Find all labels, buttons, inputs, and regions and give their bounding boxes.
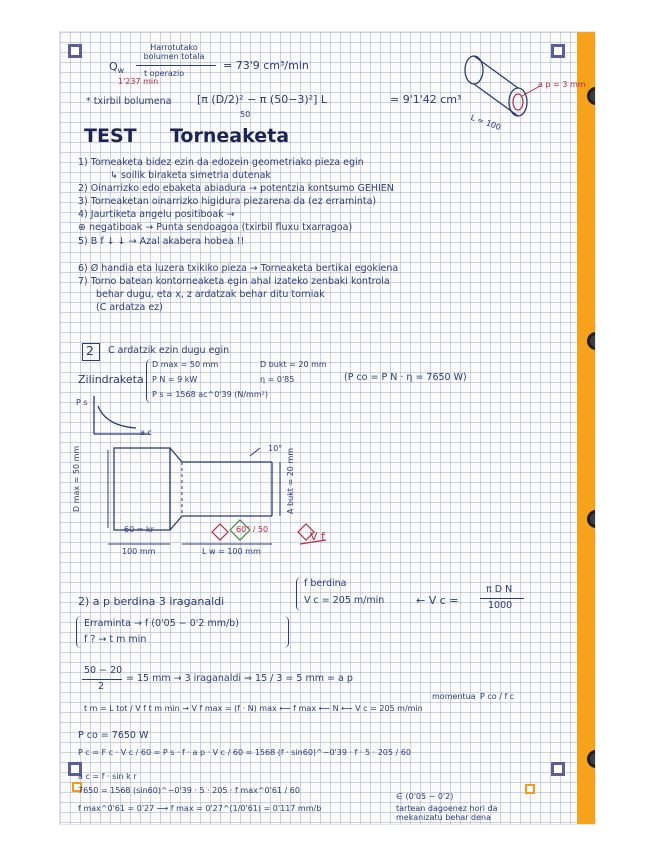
- list-item: ⊕ negatiboak → Punta sendoagoa (txirbil fluxu txarragoa): [78, 222, 353, 233]
- list-item: behar dugu, eta x, z ardatzak behar ditu torniak: [96, 289, 325, 300]
- orange-edge-band: [577, 32, 595, 824]
- section-heading: Torneaketa: [170, 125, 290, 147]
- pco-line: P co = 7650 W: [78, 730, 149, 741]
- qw-result: = 73'9 cm³/min: [223, 59, 309, 72]
- calc-fraction-bar: [82, 679, 122, 680]
- vc-numerator: π D N: [486, 584, 513, 595]
- graph-ylabel: P s: [76, 398, 88, 407]
- f-berdina: f berdina: [304, 578, 347, 589]
- ac-line: a c = f · sin k r: [78, 772, 137, 781]
- pc-formula-line: P c = F c · V c / 60 = P s · f · a p · V c / 60 = 1568 (f · sin60)^−0'39 · f · 5 · 205 / 60: [78, 748, 411, 757]
- box-note: C ardatzik ezin dugu egin: [108, 345, 230, 356]
- list-item: 5) B f ↓ ↓ → Azal akabera hobea !!: [78, 236, 245, 247]
- graph-xlabel: a c: [140, 428, 152, 437]
- param-dbukt: D bukt = 20 mm: [260, 360, 327, 369]
- zilindraketa-label: Zilindraketa: [78, 373, 144, 386]
- orange-dot-bottom-right: [525, 784, 535, 794]
- test-label: TEST: [84, 125, 137, 147]
- calc-denominator: 2: [98, 681, 105, 692]
- length-label: L = 100: [469, 112, 503, 133]
- page-corner-marker-bottom-right: [551, 762, 565, 776]
- vc-denominator: 1000: [488, 600, 513, 611]
- param-ps: P s = 1568 ac^0'39 (N/mm²): [152, 390, 268, 399]
- tool-bracket-left: [76, 616, 81, 648]
- volume-result: = 9'1'42 cm³: [390, 93, 462, 106]
- dbukt-dimension: A bukt = 20 mm: [286, 447, 295, 514]
- dmax-dimension: D max = 50 mm: [72, 445, 81, 512]
- list-item: ↳ soilik biraketa simetria dutenak: [110, 170, 271, 181]
- qw-time-value: 1'237 min: [118, 77, 159, 86]
- vc-value: V c = 205 m/min: [304, 595, 385, 606]
- list-item: (C ardatza ez): [96, 302, 163, 313]
- list-item: 7) Torno batean kontorneaketa egin ahal izateko zenbaki kontrola: [78, 276, 390, 287]
- range-note: ∈ (0'05 − 0'2): [396, 792, 454, 801]
- part-drawing: [100, 440, 330, 560]
- left-length-dimension: 100 mm: [122, 547, 156, 556]
- list-item: 6) Ø handia eta luzera txikiko pieza → Torneaketa bertikal egokiena: [78, 263, 399, 274]
- tm-formula-line: t m = L tot / V f t m min → V f max = (f · N) max ⟵ f max ⟵ N ⟵ V c = 205 m/min: [84, 704, 423, 713]
- qw-fraction-bar: [136, 65, 216, 66]
- list-item: 1) Torneaketa bidez ezin da edozein geometriako pieza egin: [78, 157, 364, 168]
- final-note: tartean dagoenez hori da mekanizatu behar dena: [396, 804, 498, 822]
- angle-10-label: 10°: [268, 444, 283, 453]
- param-dmax: D max = 50 mm: [152, 360, 219, 369]
- ap-label: a p = 3 mm: [538, 80, 586, 89]
- vc-brace: [296, 577, 301, 611]
- vf-label: V f: [310, 530, 325, 543]
- ap-item-text: 2) a p berdina 3 iraganaldi: [78, 595, 225, 608]
- list-item: 2) Oinarrizko edo ebaketa abiadura → potentzia kontsumo GEHIEN: [78, 183, 394, 194]
- big-equation-line: 7650 = 1568 (sin60)^−0'39 · 5 · 205 · f max^0'61 / 60: [78, 786, 300, 795]
- small-angle-note: 60 = kr: [124, 525, 154, 534]
- list-item: 4) Jaurtiketa angelu positiboak →: [78, 209, 235, 220]
- right-length-dimension: L w = 100 mm: [202, 547, 261, 556]
- vc-fraction-bar: [480, 598, 524, 599]
- tool-range-line: Erraminta → f (0'05 − 0'2 mm/b): [84, 618, 239, 629]
- tool-bracket-right: [284, 616, 289, 648]
- vc-formula-lhs: ← V c =: [416, 594, 459, 607]
- volume-label: * txirbil bolumena: [86, 96, 172, 107]
- volume-expression: [π (D/2)² − π (50−3)²] L: [197, 93, 328, 106]
- qw-numerator-note: Harrotutako bolumen totala: [143, 43, 205, 61]
- pco-fc-note: P co / f c: [480, 692, 515, 701]
- qw-symbol: $Q_w$: [109, 60, 125, 76]
- notebook-page: [60, 32, 595, 824]
- f-tm-line: f ? → t m min: [84, 634, 147, 645]
- qw-time-note: t operazio: [144, 69, 185, 78]
- calc-result-line: = 15 mm → 3 iraganaldi ⇒ 15 / 3 = 5 mm = a p: [126, 673, 353, 684]
- tm-note: momentua: [432, 692, 476, 701]
- pco-result: (P co = P N · η = 7650 W): [344, 372, 467, 383]
- param-pn: P N = 9 kW: [152, 375, 198, 384]
- angle-60-label: 60° / 50: [236, 525, 269, 534]
- d-value-note: 50: [240, 110, 251, 119]
- ps-ac-graph: [88, 392, 168, 442]
- calc-numerator: 50 − 20: [84, 665, 123, 676]
- question-number: 2: [86, 343, 94, 358]
- page-corner-marker-top-left: [68, 44, 82, 58]
- param-eta: η = 0'85: [260, 375, 295, 384]
- fmax-line: f max^0'61 = 0'27 ⟶ f max = 0'27^(1/0'61) = 0'117 mm/b: [78, 804, 322, 813]
- list-item: 3) Torneaketan oinarrizko higidura piezarena da (ez erraminta): [78, 196, 377, 207]
